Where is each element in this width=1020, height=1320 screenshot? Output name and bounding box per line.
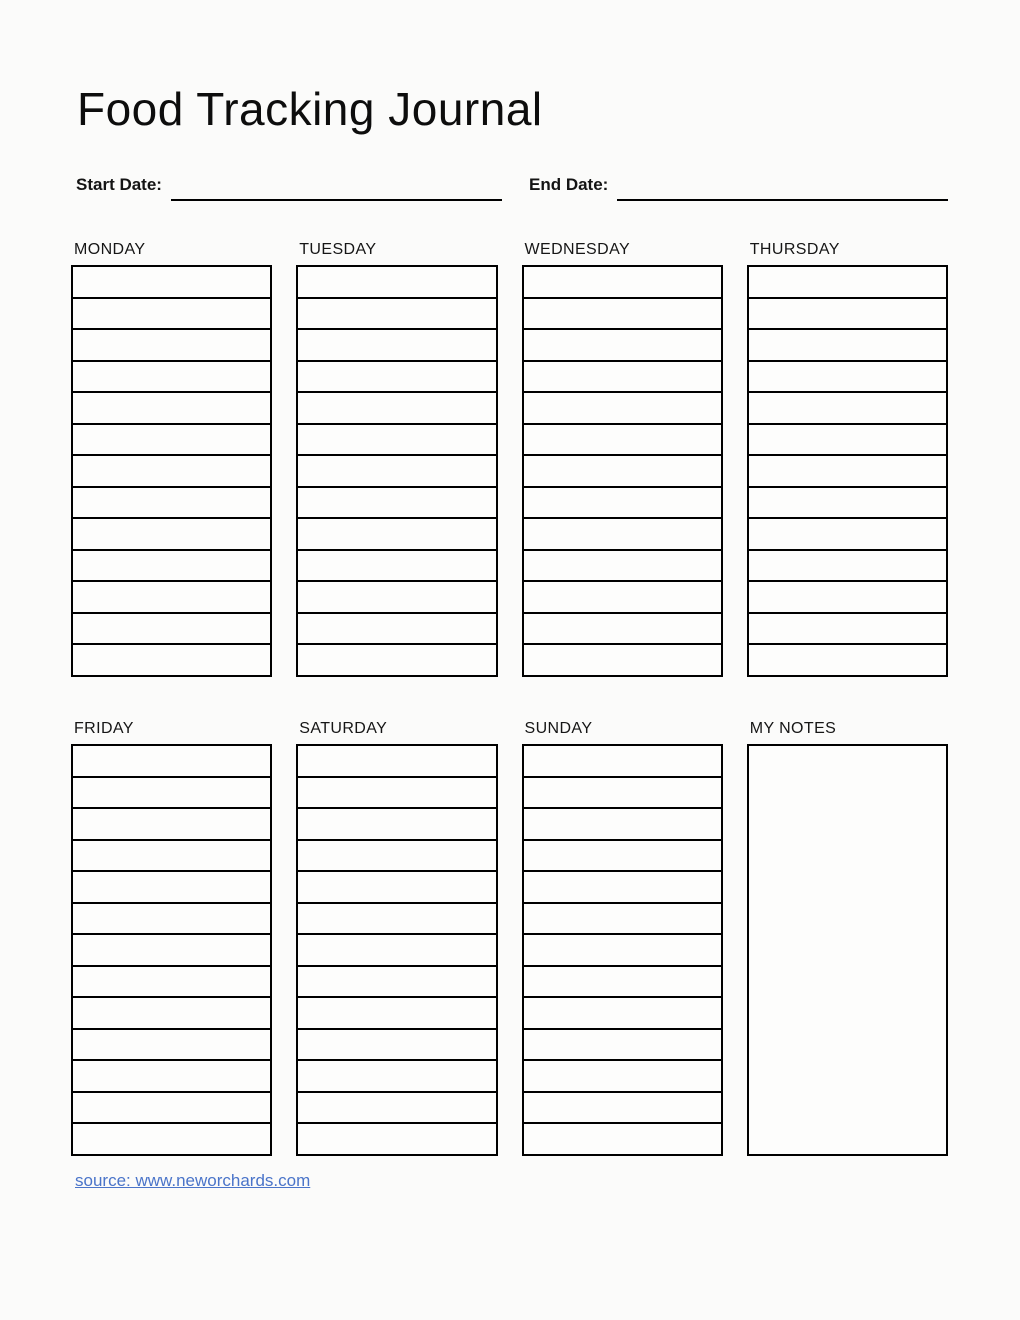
day-header-tuesday: TUESDAY: [299, 241, 377, 258]
table-row[interactable]: [298, 998, 495, 1030]
table-row[interactable]: [73, 904, 270, 936]
table-row[interactable]: [749, 267, 946, 299]
table-row[interactable]: [73, 1030, 270, 1062]
table-row[interactable]: [298, 425, 495, 457]
table-row[interactable]: [524, 614, 721, 646]
table-row[interactable]: [73, 299, 270, 331]
day-header-sunday: SUNDAY: [524, 720, 593, 737]
table-row[interactable]: [749, 362, 946, 394]
start-date-field: [76, 175, 502, 202]
table-row[interactable]: [524, 551, 721, 583]
table-row[interactable]: [73, 998, 270, 1030]
table-row[interactable]: [73, 393, 270, 425]
notes-column: [747, 719, 948, 1156]
table-row[interactable]: [524, 582, 721, 614]
end-date-label: End Date:: [529, 175, 609, 194]
table-row[interactable]: [749, 299, 946, 331]
table-row[interactable]: [749, 519, 946, 551]
table-row[interactable]: [73, 1093, 270, 1125]
day-column-monday: [71, 240, 272, 677]
day-table-friday: [71, 744, 272, 1156]
end-date-field: [529, 175, 948, 202]
table-row[interactable]: [524, 841, 721, 873]
table-row[interactable]: [73, 967, 270, 999]
table-row[interactable]: [73, 1124, 270, 1154]
day-table-saturday: [296, 744, 497, 1156]
table-row[interactable]: [73, 778, 270, 810]
day-column-friday: [71, 719, 272, 1156]
table-row[interactable]: [749, 488, 946, 520]
table-row[interactable]: [524, 904, 721, 936]
table-row[interactable]: [298, 904, 495, 936]
table-row[interactable]: [298, 967, 495, 999]
table-row[interactable]: [298, 299, 495, 331]
table-row[interactable]: [298, 841, 495, 873]
table-row[interactable]: [524, 393, 721, 425]
table-row[interactable]: [298, 267, 495, 299]
table-row[interactable]: [73, 519, 270, 551]
day-header-friday: FRIDAY: [74, 720, 134, 737]
table-row[interactable]: [524, 330, 721, 362]
table-row[interactable]: [73, 746, 270, 778]
table-row[interactable]: [73, 809, 270, 841]
table-row[interactable]: [298, 1093, 495, 1125]
table-row[interactable]: [298, 1124, 495, 1154]
week-grid-top: [71, 240, 948, 677]
table-row[interactable]: [73, 267, 270, 299]
day-table-sunday: [522, 744, 723, 1156]
table-row[interactable]: [749, 551, 946, 583]
day-header-saturday: SATURDAY: [299, 720, 388, 737]
table-row[interactable]: [298, 519, 495, 551]
table-row[interactable]: [73, 456, 270, 488]
table-row[interactable]: [524, 809, 721, 841]
week-grid-bottom: [71, 719, 948, 1156]
table-row[interactable]: [73, 488, 270, 520]
table-row[interactable]: [524, 967, 721, 999]
day-column-tuesday: [296, 240, 497, 677]
day-table-tuesday: [296, 265, 497, 677]
table-row[interactable]: [524, 488, 721, 520]
source-link[interactable]: source: www.neworchards.com: [75, 1171, 311, 1190]
table-row[interactable]: [298, 456, 495, 488]
table-row[interactable]: [298, 362, 495, 394]
day-header-thursday: THURSDAY: [749, 241, 840, 258]
table-row[interactable]: [524, 1093, 721, 1125]
notes-box[interactable]: [747, 744, 948, 1156]
table-row[interactable]: [298, 614, 495, 646]
table-row[interactable]: [749, 425, 946, 457]
table-row[interactable]: [298, 393, 495, 425]
table-row[interactable]: [524, 267, 721, 299]
table-row[interactable]: [749, 330, 946, 362]
table-row[interactable]: [73, 582, 270, 614]
table-row[interactable]: [73, 1061, 270, 1093]
table-row[interactable]: [524, 872, 721, 904]
table-row[interactable]: [73, 841, 270, 873]
table-row[interactable]: [524, 456, 721, 488]
table-row[interactable]: [298, 488, 495, 520]
table-row[interactable]: [298, 582, 495, 614]
table-row[interactable]: [73, 551, 270, 583]
table-row[interactable]: [524, 746, 721, 778]
table-row[interactable]: [298, 872, 495, 904]
table-row[interactable]: [298, 746, 495, 778]
day-column-thursday: [747, 240, 948, 677]
day-column-wednesday: [522, 240, 723, 677]
table-row[interactable]: [524, 425, 721, 457]
table-row[interactable]: [298, 1061, 495, 1093]
day-table-thursday: [747, 265, 948, 677]
table-row[interactable]: [73, 362, 270, 394]
notes-header: MY NOTES: [749, 720, 837, 737]
start-date-input-line[interactable]: [171, 175, 502, 201]
day-table-monday: [71, 265, 272, 677]
table-row[interactable]: [524, 1124, 721, 1154]
table-row[interactable]: [524, 1030, 721, 1062]
table-row[interactable]: [73, 614, 270, 646]
table-row[interactable]: [524, 998, 721, 1030]
table-row[interactable]: [73, 330, 270, 362]
table-row[interactable]: [298, 809, 495, 841]
table-row[interactable]: [749, 456, 946, 488]
day-header-wednesday: WEDNESDAY: [524, 241, 631, 258]
table-row[interactable]: [524, 519, 721, 551]
table-row[interactable]: [73, 872, 270, 904]
table-row[interactable]: [298, 330, 495, 362]
table-row[interactable]: [524, 1061, 721, 1093]
table-row[interactable]: [73, 425, 270, 457]
table-row[interactable]: [524, 778, 721, 810]
table-row[interactable]: [524, 935, 721, 967]
day-column-sunday: [522, 719, 723, 1156]
table-row[interactable]: [73, 935, 270, 967]
table-row[interactable]: [298, 1030, 495, 1062]
table-row[interactable]: [524, 362, 721, 394]
table-row[interactable]: [298, 645, 495, 675]
table-row[interactable]: [298, 551, 495, 583]
day-column-saturday: [296, 719, 497, 1156]
table-row[interactable]: [749, 645, 946, 675]
table-row[interactable]: [524, 645, 721, 675]
table-row[interactable]: [749, 614, 946, 646]
day-header-monday: MONDAY: [74, 241, 146, 258]
table-row[interactable]: [749, 582, 946, 614]
end-date-input-line[interactable]: [617, 175, 948, 201]
table-row[interactable]: [524, 299, 721, 331]
table-row[interactable]: [73, 645, 270, 675]
table-row[interactable]: [749, 393, 946, 425]
table-row[interactable]: [298, 778, 495, 810]
start-date-label: Start Date:: [76, 175, 162, 194]
day-table-wednesday: [522, 265, 723, 677]
page-title: Food Tracking Journal: [77, 83, 543, 135]
table-row[interactable]: [298, 935, 495, 967]
